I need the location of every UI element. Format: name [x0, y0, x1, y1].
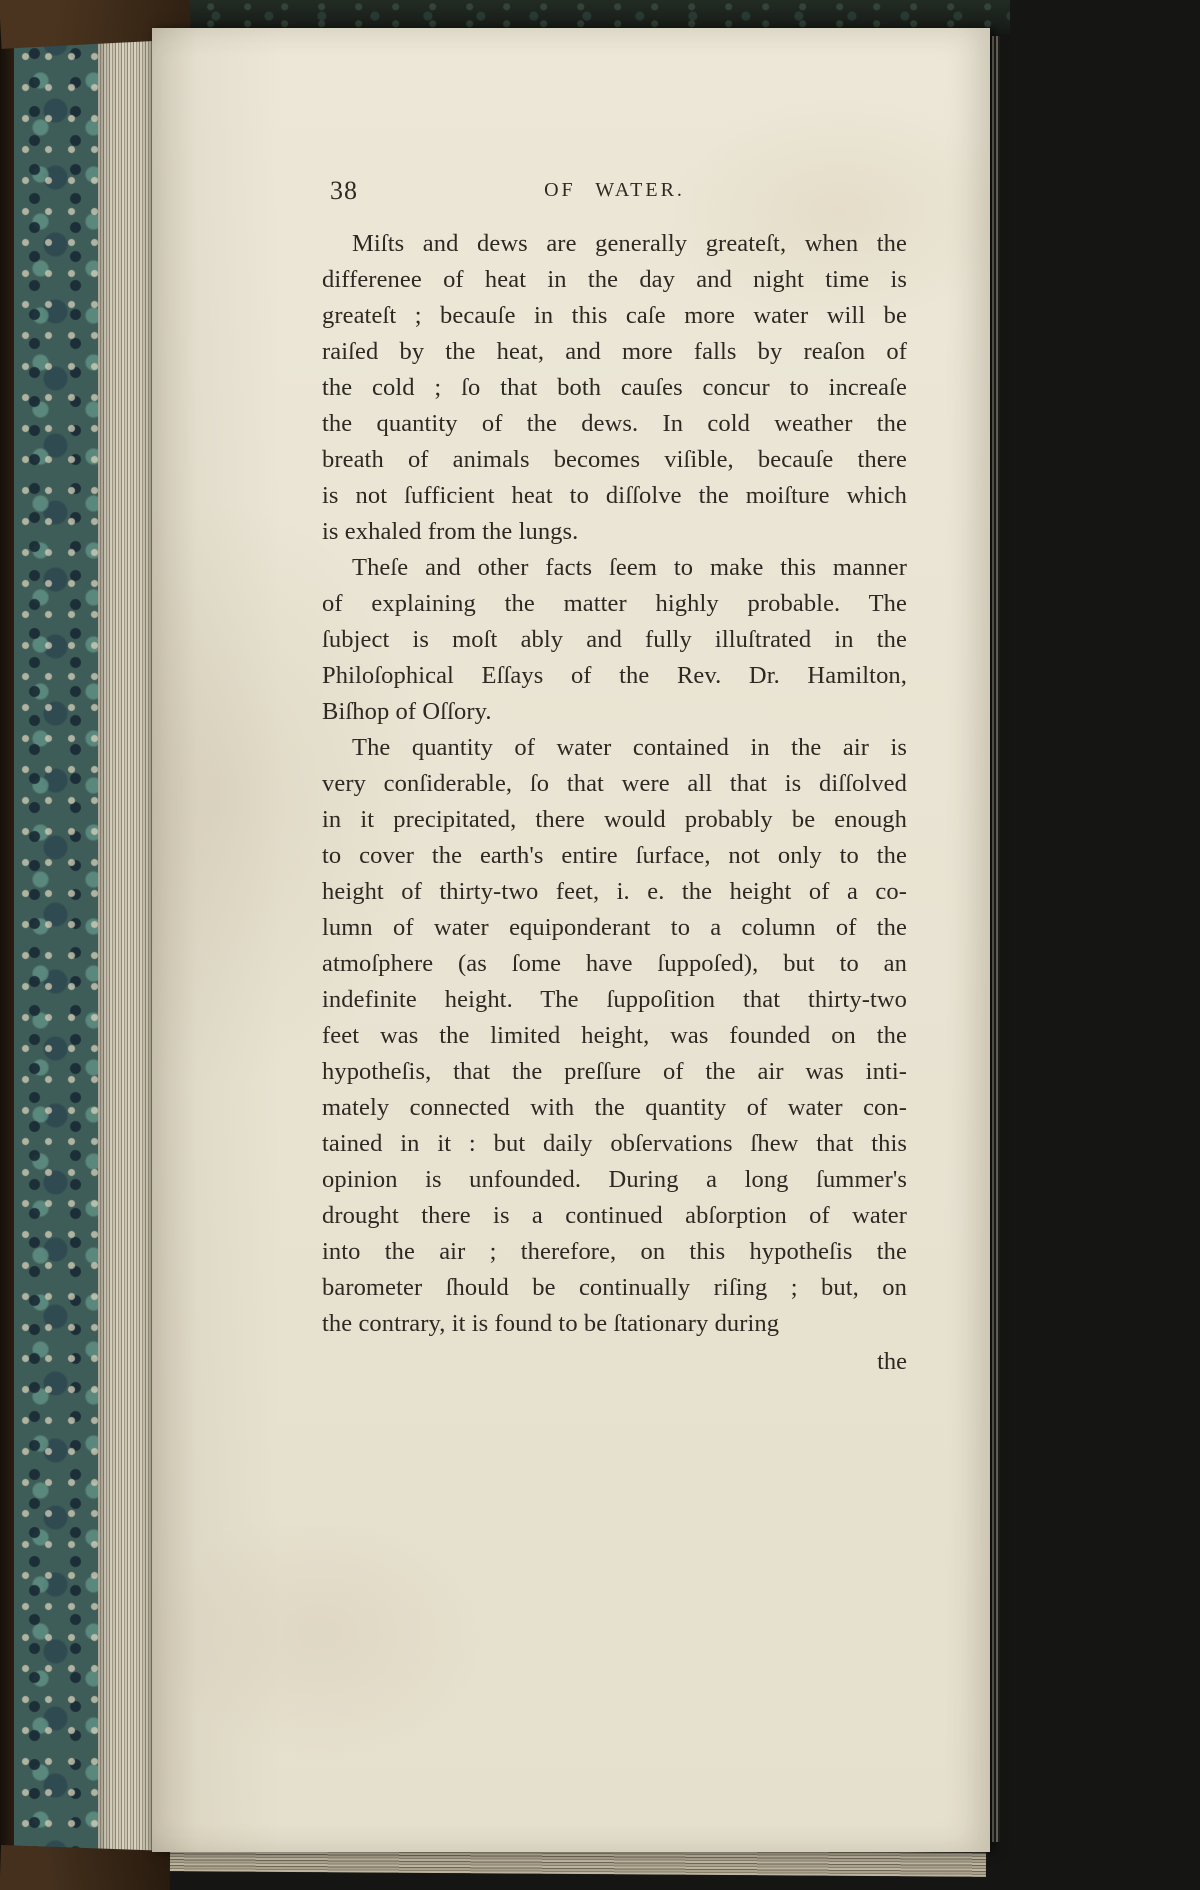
text-line: the quantity of the dews. In cold weather the: [322, 410, 907, 437]
text-line: drought there is a continued abſorption of water: [322, 1202, 907, 1229]
text-line: differenee of heat in the day and night time is: [322, 266, 907, 293]
paragraph: [322, 550, 907, 730]
text-line: tained in it : but daily obſervations ſhew that this: [322, 1130, 907, 1157]
text-line: breath of animals becomes viſible, becauſe there: [322, 446, 907, 473]
text-line: Miſts and dews are generally greateſt, when the: [352, 230, 907, 257]
text-line: to cover the earth's entire ſurface, not only to the: [322, 842, 907, 869]
text-line: of explaining the matter highly probable. The: [322, 590, 907, 617]
text-line: Theſe and other facts ſeem to make this manner: [352, 554, 907, 581]
text-line: indefinite height. The ſuppoſition that thirty-two: [322, 986, 907, 1013]
paragraph: [322, 730, 907, 1342]
text-line: is exhaled from the lungs.: [322, 518, 579, 545]
text-line: atmoſphere (as ſome have ſuppoſed), but to an: [322, 950, 907, 977]
text-line: the contrary, it is found to be ſtationary during: [322, 1310, 780, 1337]
text-line: lumn of water equiponderant to a column of the: [322, 914, 907, 941]
page-header: [322, 174, 907, 210]
text-line: greateſt ; becauſe in this caſe more water will be: [322, 302, 907, 329]
text-line: ſubject is moſt ably and fully illuſtrated in the: [322, 626, 907, 653]
text-line: is not ſufficient heat to diſſolve the moiſture which: [322, 482, 907, 509]
catchword: the: [877, 1348, 907, 1375]
text-line: feet was the limited height, was founded on the: [322, 1022, 907, 1049]
text-line: barometer ſhould be continually riſing ; but, on: [322, 1274, 907, 1301]
text-line: The quantity of water contained in the air is: [352, 734, 907, 761]
running-header: OF WATER.: [544, 179, 685, 201]
leather-corner-bottom: [0, 1845, 171, 1890]
page-edge-stack: [98, 18, 156, 1872]
page-number: 38: [330, 176, 358, 205]
text-line: Biſhop of Oſſory.: [322, 698, 492, 725]
text-line: the cold ; ſo that both cauſes concur to increaſe: [322, 374, 907, 401]
text-line: very conſiderable, ſo that were all that is diſſolved: [322, 770, 907, 797]
book-page: [152, 28, 990, 1852]
paragraph: [322, 226, 907, 550]
text-line: into the air ; therefore, on this hypotheſis the: [322, 1238, 907, 1265]
text-line: raiſed by the heat, and more falls by reaſon of: [322, 338, 907, 365]
right-page-edge: [992, 36, 1000, 1842]
text-block: [322, 226, 907, 1342]
text-line: height of thirty-two feet, i. e. the height of a co-: [322, 878, 907, 905]
text-line: hypotheſis, that the preſſure of the air was inti-: [322, 1058, 907, 1085]
text-line: Philoſophical Eſſays of the Rev. Dr. Hamilton,: [322, 662, 907, 689]
text-line: mately connected with the quantity of water con-: [322, 1094, 907, 1121]
text-line: in it precipitated, there would probably be enough: [322, 806, 907, 833]
text-line: opinion is unfounded. During a long ſummer's: [322, 1166, 907, 1193]
